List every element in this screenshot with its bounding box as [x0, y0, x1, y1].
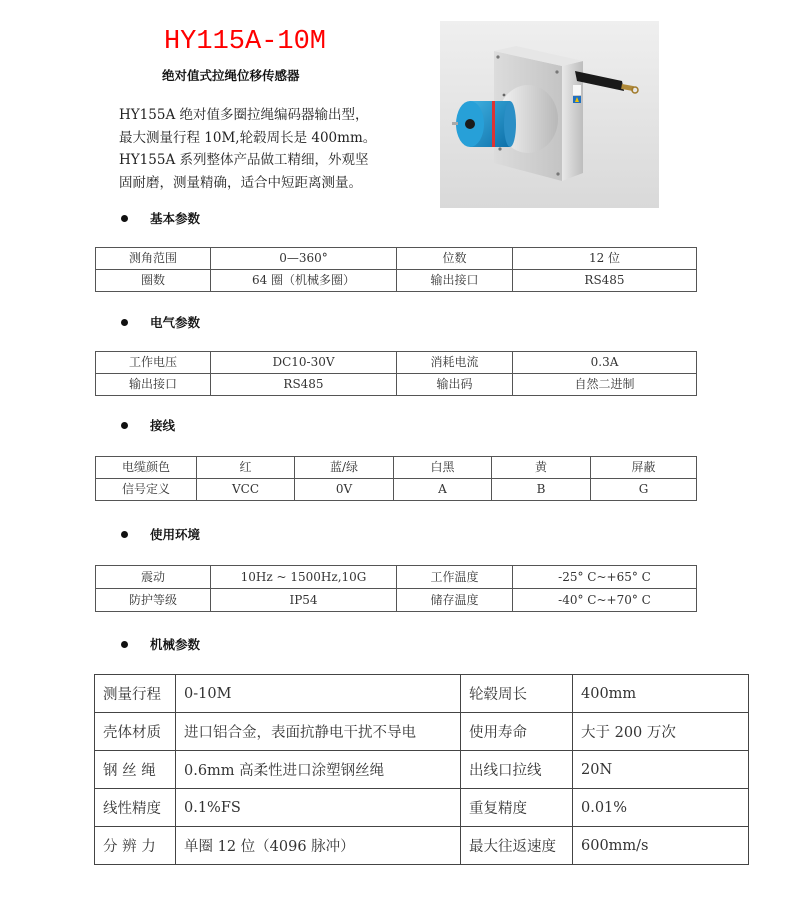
- table-cell: 分 辨 力: [95, 827, 176, 865]
- bullet-icon: [121, 531, 128, 538]
- table-cell: 测角范围: [96, 248, 211, 270]
- table-cell: 蓝/绿: [295, 457, 394, 479]
- table-cell: RS485: [513, 270, 697, 292]
- table-row: [95, 751, 749, 789]
- table-cell: 输出码: [397, 374, 513, 396]
- section-title: 机械参数: [150, 637, 201, 652]
- table-cell: 钢 丝 绳: [95, 751, 176, 789]
- product-subtitle: 绝对值式拉绳位移传感器: [162, 68, 300, 83]
- table-cell: 重复精度: [461, 789, 573, 827]
- intro-line: HY155A 绝对值多圈拉绳编码器输出型，: [119, 107, 369, 123]
- table-row: [96, 589, 697, 612]
- table-cell: 0—360°: [211, 248, 397, 270]
- table-cell: 黄: [492, 457, 591, 479]
- table-row: [95, 827, 749, 865]
- table-cell: 输出接口: [96, 374, 211, 396]
- section-title: 使用环境: [150, 527, 201, 542]
- table-cell: 大于 200 万次: [573, 713, 749, 751]
- table-cell: 0.6mm 高柔性进口涂塑钢丝绳: [176, 751, 461, 789]
- table-cell: 输出接口: [397, 270, 513, 292]
- table-cell: 位数: [397, 248, 513, 270]
- bullet-icon: [121, 319, 128, 326]
- intro-line: HY155A 系列整体产品做工精细，外观坚: [119, 152, 369, 168]
- basic-params-table: [95, 247, 697, 292]
- section-title: 电气参数: [150, 315, 201, 330]
- table-cell: 线性精度: [95, 789, 176, 827]
- table-cell: 白黑: [394, 457, 492, 479]
- table-cell: 震动: [96, 566, 211, 589]
- table-cell: 进口铝合金，表面抗静电干扰不导电: [176, 713, 461, 751]
- table-cell: A: [394, 479, 492, 501]
- section-heading-mechanical: [121, 635, 200, 653]
- table-cell: G: [591, 479, 697, 501]
- table-row: [96, 270, 697, 292]
- table-cell: 信号定义: [96, 479, 197, 501]
- table-cell: 红: [197, 457, 295, 479]
- table-cell: RS485: [211, 374, 397, 396]
- table-cell: 0V: [295, 479, 394, 501]
- table-row: [95, 713, 749, 751]
- table-cell: VCC: [197, 479, 295, 501]
- table-cell: 最大往返速度: [461, 827, 573, 865]
- table-cell: 壳体材质: [95, 713, 176, 751]
- intro-paragraph: [119, 104, 429, 194]
- intro-line: 最大测量行程 10M,轮毂周长是 400mm。: [119, 129, 377, 146]
- table-cell: 单圈 12 位（4096 脉冲）: [176, 827, 461, 865]
- table-row: [96, 457, 697, 479]
- table-cell: 0.01%: [573, 789, 749, 827]
- section-heading-basic: [121, 209, 200, 227]
- table-cell: 使用寿命: [461, 713, 573, 751]
- mechanical-params-table: [94, 674, 749, 865]
- table-cell: 0.3A: [513, 352, 697, 374]
- bullet-icon: [121, 215, 128, 222]
- table-cell: 400mm: [573, 675, 749, 713]
- table-row: [95, 675, 749, 713]
- sensor-illustration: [440, 21, 659, 208]
- table-cell: 圈数: [96, 270, 211, 292]
- bullet-icon: [121, 641, 128, 648]
- product-title: HY115A-10M: [163, 27, 327, 57]
- table-cell: DC10-30V: [211, 352, 397, 374]
- table-cell: IP54: [211, 589, 397, 612]
- section-heading-wiring: [121, 416, 175, 434]
- electrical-params-table: [95, 351, 697, 396]
- table-cell: 电缆颜色: [96, 457, 197, 479]
- section-heading-environment: [121, 525, 200, 543]
- table-cell: 12 位: [513, 248, 697, 270]
- table-cell: 0.1%FS: [176, 789, 461, 827]
- table-row: [96, 566, 697, 589]
- table-cell: 出线口拉线: [461, 751, 573, 789]
- table-cell: 轮毂周长: [461, 675, 573, 713]
- table-cell: 600mm/s: [573, 827, 749, 865]
- intro-line: 固耐磨，测量精确，适合中短距离测量。: [119, 174, 362, 191]
- product-photo: [440, 21, 659, 208]
- section-title: 接线: [150, 418, 176, 433]
- table-cell: 自然二进制: [513, 374, 697, 396]
- table-cell: 64 圈（机械多圈）: [211, 270, 397, 292]
- table-cell: B: [492, 479, 591, 501]
- table-cell: 防护等级: [96, 589, 211, 612]
- table-cell: 10Hz ~ 1500Hz,10G: [211, 566, 397, 589]
- table-row: [96, 479, 697, 501]
- table-cell: 20N: [573, 751, 749, 789]
- table-row: [96, 374, 697, 396]
- section-title: 基本参数: [150, 211, 201, 226]
- table-cell: 工作温度: [397, 566, 513, 589]
- table-cell: -25° C~+65° C: [513, 566, 697, 589]
- table-row: [95, 789, 749, 827]
- section-heading-electrical: [121, 313, 200, 331]
- table-cell: 工作电压: [96, 352, 211, 374]
- table-cell: 消耗电流: [397, 352, 513, 374]
- table-cell: 0-10M: [176, 675, 461, 713]
- table-cell: -40° C~+70° C: [513, 589, 697, 612]
- table-row: [96, 352, 697, 374]
- environment-table: [95, 565, 697, 612]
- bullet-icon: [121, 422, 128, 429]
- table-cell: 储存温度: [397, 589, 513, 612]
- table-cell: 测量行程: [95, 675, 176, 713]
- table-row: [96, 248, 697, 270]
- table-cell: 屏蔽: [591, 457, 697, 479]
- wiring-table: [95, 456, 697, 501]
